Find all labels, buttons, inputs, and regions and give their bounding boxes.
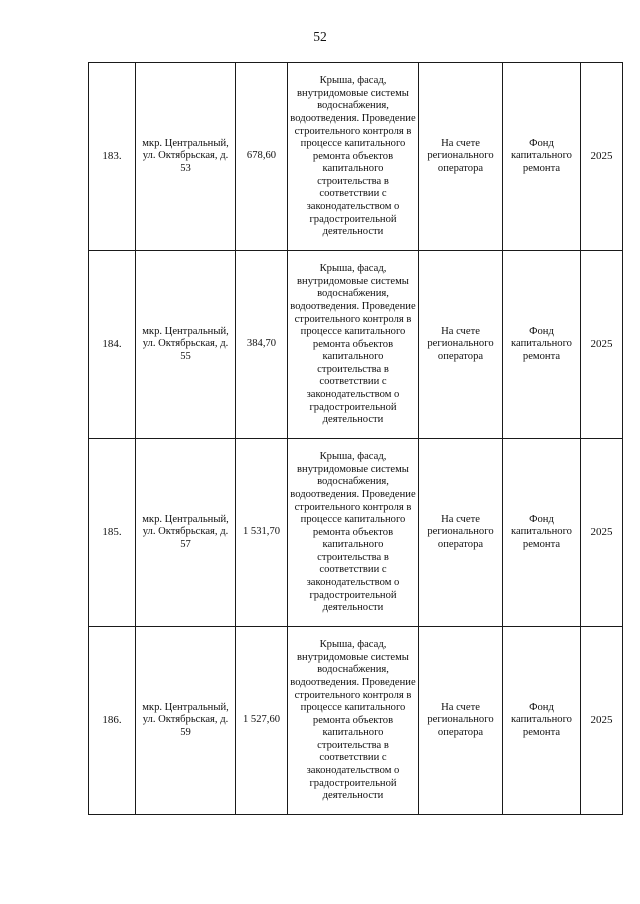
account-cell: На счете регионального оператора xyxy=(419,627,503,815)
account-cell: На счете регионального оператора xyxy=(419,439,503,627)
address-cell: мкр. Центральный, ул. Октябрьская, д. 59 xyxy=(136,627,236,815)
funding-source-cell: Фонд капитального ремонта xyxy=(503,627,581,815)
row-number: 183. xyxy=(89,63,136,251)
table-row xyxy=(89,63,623,251)
year-cell: 2025 xyxy=(581,627,623,815)
funding-source-cell: Фонд капитального ремонта xyxy=(503,439,581,627)
area-cell: 1 531,70 xyxy=(236,439,288,627)
row-number: 186. xyxy=(89,627,136,815)
area-cell: 1 527,60 xyxy=(236,627,288,815)
address-cell: мкр. Центральный, ул. Октябрьская, д. 57 xyxy=(136,439,236,627)
repair-schedule-table xyxy=(88,62,623,815)
table-row xyxy=(89,439,623,627)
address-cell: мкр. Центральный, ул. Октябрьская, д. 55 xyxy=(136,251,236,439)
area-cell: 384,70 xyxy=(236,251,288,439)
row-number: 184. xyxy=(89,251,136,439)
year-cell: 2025 xyxy=(581,439,623,627)
works-cell: Крыша, фасад, внутридомовые системы водоснабжения, водоотведения. Проведение строительного контроля в процессе капитального ремонта объектов капитального строительства в соответствии с законодательством о градостроительной деятельности xyxy=(288,627,419,815)
year-cell: 2025 xyxy=(581,63,623,251)
table-row xyxy=(89,627,623,815)
account-cell: На счете регионального оператора xyxy=(419,63,503,251)
year-cell: 2025 xyxy=(581,251,623,439)
works-cell: Крыша, фасад, внутридомовые системы водоснабжения, водоотведения. Проведение строительного контроля в процессе капитального ремонта объектов капитального строительства в соответствии с законодательством о градостроительной деятельности xyxy=(288,251,419,439)
funding-source-cell: Фонд капитального ремонта xyxy=(503,63,581,251)
row-number: 185. xyxy=(89,439,136,627)
funding-source-cell: Фонд капитального ремонта xyxy=(503,251,581,439)
account-cell: На счете регионального оператора xyxy=(419,251,503,439)
works-cell: Крыша, фасад, внутридомовые системы водоснабжения, водоотведения. Проведение строительного контроля в процессе капитального ремонта объектов капитального строительства в соответствии с законодательством о градостроительной деятельности xyxy=(288,439,419,627)
table-row xyxy=(89,251,623,439)
works-cell: Крыша, фасад, внутридомовые системы водоснабжения, водоотведения. Проведение строительного контроля в процессе капитального ремонта объектов капитального строительства в соответствии с законодательством о градостроительной деятельности xyxy=(288,63,419,251)
area-cell: 678,60 xyxy=(236,63,288,251)
address-cell: мкр. Центральный, ул. Октябрьская, д. 53 xyxy=(136,63,236,251)
page-number: 52 xyxy=(313,29,327,44)
